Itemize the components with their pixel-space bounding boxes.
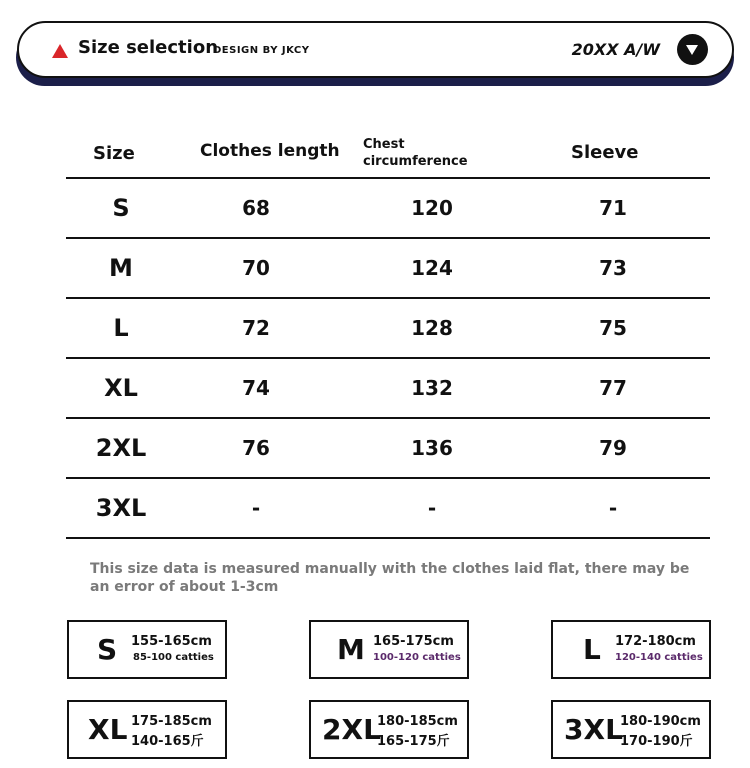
guide-size: M [337,633,365,666]
cell-sleeve: 73 [599,256,627,280]
cell-size: XL [104,374,138,402]
guide-size: S [97,633,118,666]
cell-length: - [251,496,261,520]
cell-chest: - [427,496,437,520]
table-row [66,239,710,299]
cell-sleeve: - [608,496,618,520]
size-guide-2xl [309,700,469,759]
cell-size: S [112,194,130,222]
cell-chest: 124 [411,256,453,280]
cell-length: 76 [242,436,270,460]
column-header-chest: Chest circumference [363,137,468,169]
cell-sleeve: 77 [599,376,627,400]
size-table [66,125,710,539]
triangle-up-icon [52,44,68,58]
dropdown-button[interactable] [677,34,708,65]
cell-sleeve: 79 [599,436,627,460]
guide-height: 175-185cm [131,714,212,729]
cell-chest: 132 [411,376,453,400]
guide-weight: 85-100 catties [133,652,214,663]
size-guide-s [67,620,227,679]
table-row [66,479,710,539]
table-row [66,179,710,239]
size-guide-xl [67,700,227,759]
column-header-size: Size [93,143,135,164]
guide-weight: 170-190斤 [620,734,693,749]
cell-chest: 120 [411,196,453,220]
guide-height: 172-180cm [615,634,696,649]
guide-size: 3XL [564,713,623,746]
guide-weight: 120-140 catties [615,652,703,663]
guide-height: 165-175cm [373,634,454,649]
table-row [66,419,710,479]
header-bar [17,21,734,78]
guide-size: 2XL [322,713,381,746]
guide-height: 180-185cm [377,714,458,729]
guide-size: L [583,633,601,666]
guide-weight: 140-165斤 [131,734,204,749]
chevron-down-icon [686,45,698,55]
measurement-note: This size data is measured manually with the clothes laid flat, there may be an error of about 1-3cm [90,561,690,595]
size-guide-l [551,620,711,679]
size-guide-m [309,620,469,679]
cell-length: 70 [242,256,270,280]
guide-height: 180-190cm [620,714,701,729]
cell-length: 74 [242,376,270,400]
guide-size: XL [88,713,128,746]
cell-size: 2XL [95,434,147,462]
design-credit: DESIGN BY JKCY [213,45,310,56]
table-header [66,125,710,179]
guide-height: 155-165cm [131,634,212,649]
column-header-length: Clothes length [200,141,340,161]
cell-chest: 136 [411,436,453,460]
cell-sleeve: 75 [599,316,627,340]
cell-size: 3XL [95,494,147,522]
column-header-sleeve: Sleeve [571,142,639,163]
cell-size: M [109,254,133,282]
size-guide-3xl [551,700,711,759]
table-row [66,359,710,419]
cell-length: 72 [242,316,270,340]
cell-sleeve: 71 [599,196,627,220]
cell-chest: 128 [411,316,453,340]
page-title: Size selection [78,37,219,58]
cell-size: L [113,314,129,342]
guide-weight: 165-175斤 [377,734,450,749]
season-label: 20XX A/W [571,40,660,59]
table-row [66,299,710,359]
guide-weight: 100-120 catties [373,652,461,663]
cell-length: 68 [242,196,270,220]
